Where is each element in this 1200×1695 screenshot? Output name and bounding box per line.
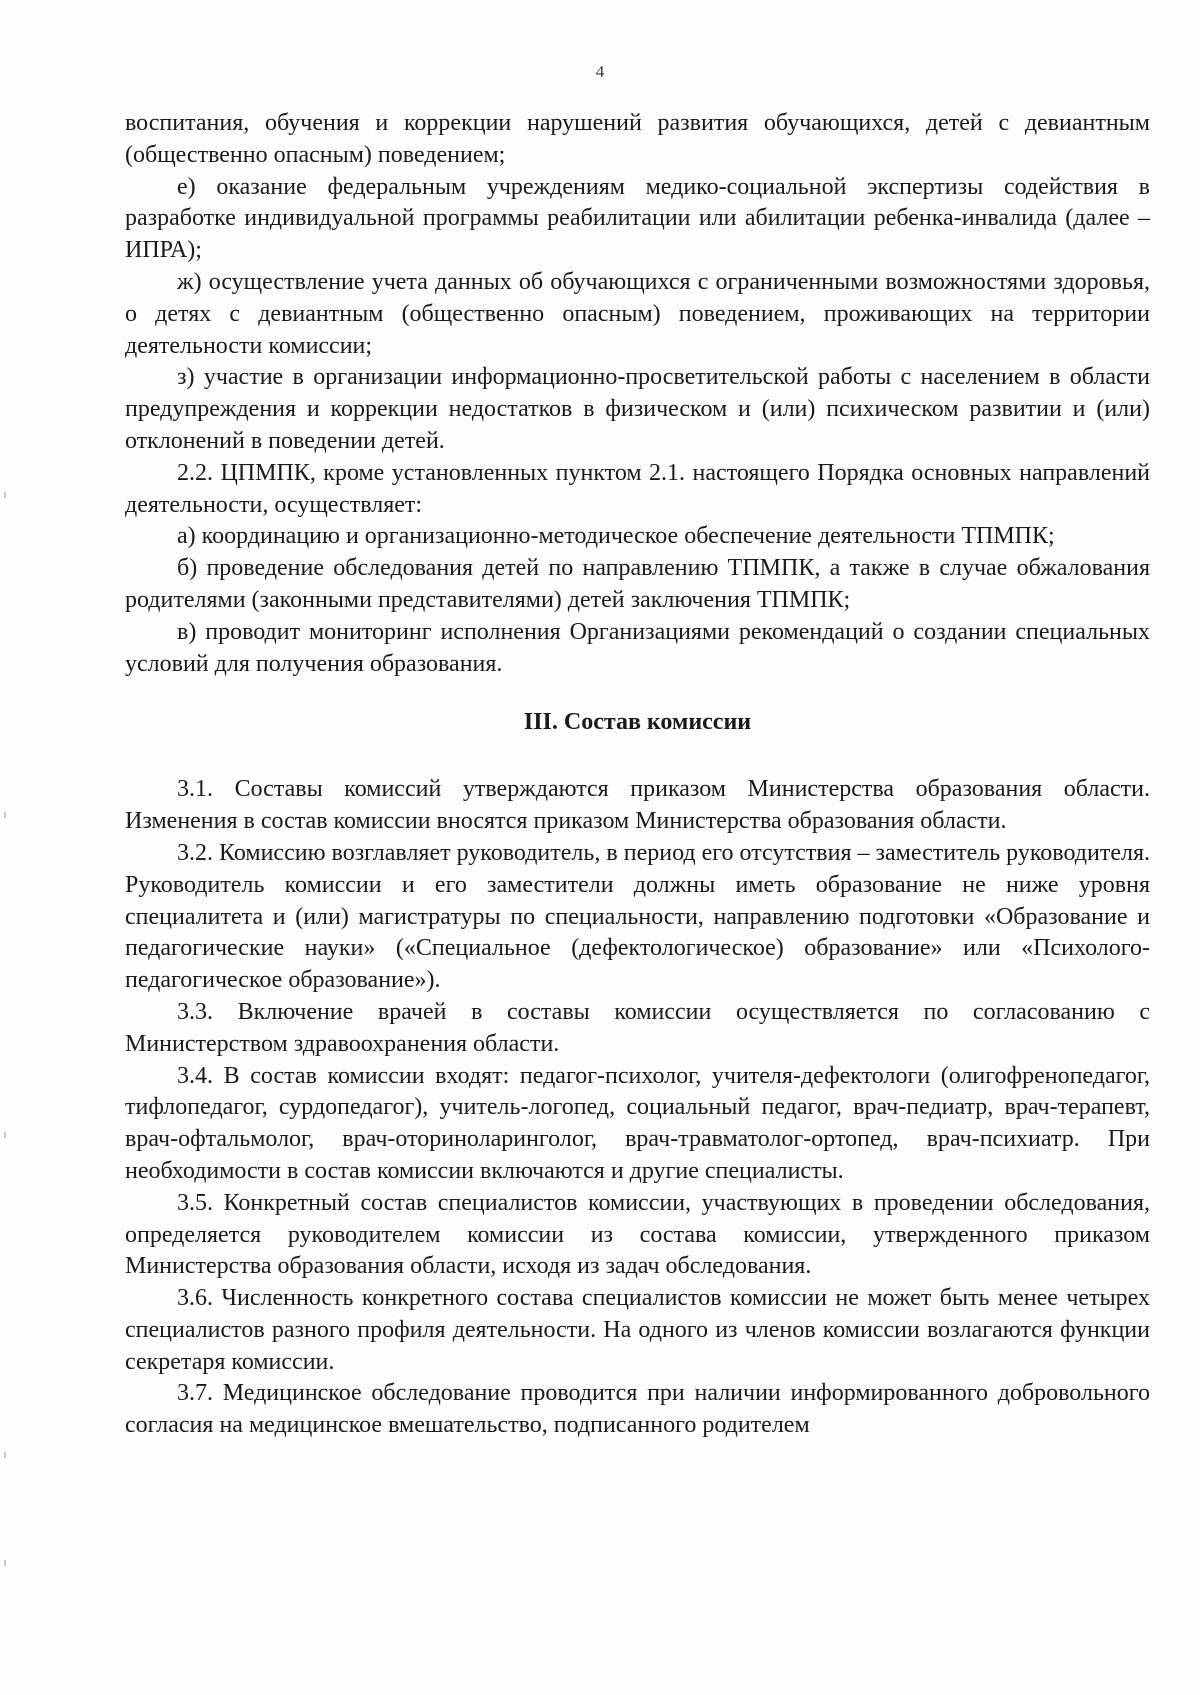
paragraph-item-z: з) участие в организации информационно-просветительской работы с населением в области предупреждения и коррекции недостатков в физическом и (или) психическом развитии и (или) отклонений в поведении детей.: [125, 364, 1150, 454]
paragraph-item-zh: ж) осуществление учета данных об обучающихся с ограниченными возможностями здоровья, о детях с девиантным (общественно опасным) поведением, проживающих на территории деятельности комиссии;: [125, 268, 1150, 359]
paragraph-3-5: 3.5. Конкретный состав специалистов комиссии, участвующих в проведении обследования, определяется руководителем комиссии из состава комиссии, утвержденного приказом Министерства образования области, исходя из задач обследования.: [125, 1189, 1150, 1280]
paragraph-3-2: 3.2. Комиссию возглавляет руководитель, в период его отсутствия – заместитель руководителя. Руководитель комиссии и его заместители должны иметь образование не ниже уровня специалитета и (или) магистратуры по специальности, направлению подготовки «Образование и педагогические науки» («Специальное (дефектологическое) образование» или «Психолого-педагогическое образование»).: [125, 839, 1150, 994]
paragraph-item-a: а) координацию и организационно-методическое обеспечение деятельности ТПМПК;: [177, 523, 1055, 550]
paragraph-3-4: 3.4. В состав комиссии входят: педагог-психолог, учителя-дефектологи (олигофренопедагог, тифлопедагог, сурдопедагог), учитель-логопед, социальный педагог, врач-педиатр, врач-терапевт, врач-офтальмолог, врач-оториноларинголог, врач-травматолог-ортопед, врач-психиатр. При необходимости в состав комиссии включаются и другие специалисты.: [125, 1062, 1150, 1184]
paragraph-item-b: б) проведение обследования детей по направлению ТПМПК, а также в случае обжалования родителями (законными представителями) детей заключения ТПМПК;: [125, 555, 1150, 613]
paragraph-3-3: 3.3. Включение врачей в составы комиссии осуществляется по согласованию с Министерством здравоохранения области.: [125, 998, 1150, 1057]
scan-margin-marks: [0, 0, 12, 1695]
paragraph-item-v: в) проводит мониторинг исполнения Организациями рекомендаций о создании специальных условий для получения образования.: [125, 618, 1150, 677]
page-number: 4: [595, 62, 605, 81]
paragraph-2-2: 2.2. ЦПМПК, кроме установленных пунктом 2.1. настоящего Порядка основных направлений деятельности, осуществляет:: [125, 459, 1150, 518]
document-body: [125, 108, 1150, 1442]
section-heading: III. Состав комиссии: [523, 709, 752, 736]
paragraph-3-6: 3.6. Численность конкретного состава специалистов комиссии не может быть менее четырех специалистов разного профиля деятельности. На одного из членов комиссии возлагаются функции секретаря комиссии.: [125, 1285, 1150, 1375]
paragraph-continuation: воспитания, обучения и коррекции нарушений развития обучающихся, детей с девиантным (общественно опасным) поведением;: [125, 110, 1150, 168]
paragraph-3-1: 3.1. Составы комиссий утверждаются приказом Министерства образования области. Изменения в состав комиссии вносятся приказом Министерства образования области.: [125, 776, 1150, 835]
paragraph-3-7: 3.7. Медицинское обследование проводится при наличии информированного добровольного согласия на медицинское вмешательство, подписанного родителем: [125, 1380, 1150, 1439]
paragraph-item-e: е) оказание федеральным учреждениям медико-социальной экспертизы содействия в разработке индивидуальной программы реабилитации или абилитации ребенка-инвалида (далее – ИПРА);: [125, 173, 1150, 264]
